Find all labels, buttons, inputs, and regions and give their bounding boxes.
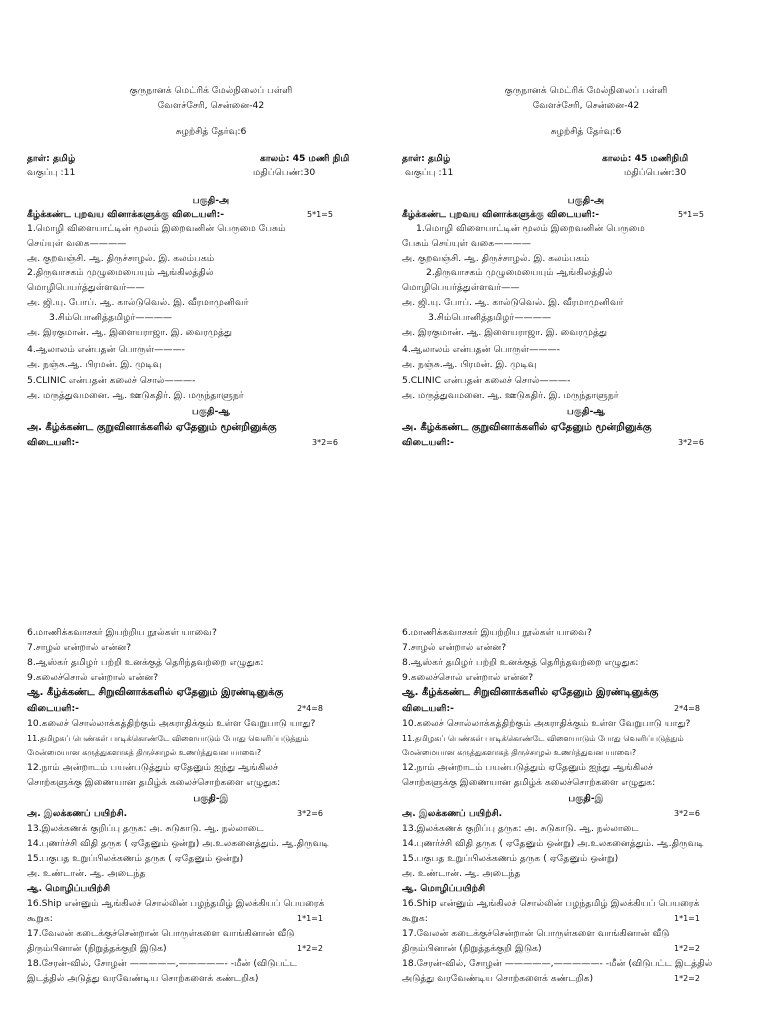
question-text: 12.நாம் அன்றாடம் பயன்படுத்தும் ஏதேனும் ஐந்து ஆங்கிலச் — [27, 762, 279, 773]
answer-options: அ. உண்டான். ஆ. அடைந்த — [402, 868, 521, 879]
section-instruction: விடையளி:- — [27, 703, 79, 714]
question-text: மேன்மையான கருத்துகளாகத் திருச்சாழல் உணர்த்துவன யாவை? — [402, 748, 637, 757]
exam-sheet-right — [402, 0, 768, 1024]
question-text: 6.மாணிக்கவாசகர் இயற்றிய நூல்கள் யாவை? — [27, 627, 217, 638]
school-name: குருநானக் மெட்ரிக் மேல்நிலைப் பள்ளி — [504, 85, 668, 96]
school-address: வேளச்சேரி, சென்னை-42 — [532, 100, 640, 111]
marks-allocation: 2*4=8 — [674, 704, 700, 713]
answer-options: அ. உண்டான். ஆ. அடைந்த — [27, 868, 146, 879]
marks-label: மதிப்பெண்:30 — [624, 167, 687, 178]
question-text: அடுத்து வரவேண்டிய சொற்களைக் கண்டறிக) — [402, 973, 594, 984]
question-text: 3.சிம்பொனித்தமிழர்———— — [49, 312, 173, 323]
question-text: 10.கலைச் சொல்லாக்கத்திற்கும் அகராதிக்கும் உள்ள வேறுபாடு யாது? — [27, 718, 316, 729]
time-label: காலம்: 45 மணிநிமி — [602, 153, 689, 164]
question-text: சொற்களுக்கு இணையான தமிழ்க் கலைச்சொற்களை எழுதுக: — [27, 777, 281, 788]
subsection-heading: அ. இலக்கணப் பயிற்சி. — [27, 808, 128, 819]
section-instruction: விடையளி:- — [402, 437, 454, 448]
question-text: 17.வேலன் கடைக்குச்சென்றான் பொருள்களை வாங்கினான் வீடு — [27, 928, 295, 939]
section-heading: பகுதி-இ — [193, 793, 229, 804]
school-name: குருநானக் மெட்ரிக் மேல்நிலைப் பள்ளி — [129, 85, 293, 96]
subsection-heading: ஆ. மொழிப்பயிற்சி — [27, 883, 111, 894]
section-instruction: ஆ. கீழ்க்கண்ட சிறுவினாக்களில் ஏதேனும் இரண்டினுக்கு — [402, 687, 659, 698]
paper-label: தாள்: தமிழ் — [27, 153, 76, 164]
marks-allocation: 1*1=1 — [297, 914, 323, 923]
time-label: காலம்: 45 மணி நிமி — [260, 153, 350, 164]
section-instruction: கீழ்க்கண்ட புறவய வினாக்களுக்கு விடையளி:- — [27, 209, 225, 220]
marks-allocation: 3*2=6 — [312, 438, 338, 447]
section-heading: பகுதி-இ — [568, 793, 604, 804]
question-text: 14.புணர்ச்சி விதி தருக ( ஏதேனும் ஒன்று) அ.உலகனைத்தும். ஆ.திருவடி — [402, 838, 704, 849]
question-text: 8.ஆஸ்கர் தமிழர் பற்றி உனக்குத் தெரிந்தவற்றை எழுதுக: — [402, 657, 639, 668]
question-text: 6.மாணிக்கவாசகர் இயற்றிய நூல்கள் யாவை? — [402, 627, 592, 638]
question-text: 7.சாழல் என்றால் என்ன? — [402, 642, 507, 653]
section-instruction: விடையளி:- — [402, 703, 454, 714]
exam-sheet-left — [27, 0, 395, 1024]
marks-allocation: 5*1=5 — [307, 210, 333, 219]
question-text: செய்யுள் வகை———— — [27, 238, 127, 249]
question-text: 15.பகுபத உறுப்பிலக்கணம் தருக ( ஏதேனும் ஒன்று) — [402, 853, 619, 864]
question-text: 11.தமிழகப் பெண்கள் பாடிக்கொண்டே விளையாடும் போது வெளிப்படுத்தும் — [402, 734, 684, 743]
question-text: 14.புணர்ச்சி விதி தருக ( ஏதேனும் ஒன்று) அ.உலகனைத்தும். ஆ.திருவடி — [27, 838, 329, 849]
answer-options: அ. ஜி.யு. போப். ஆ. கால்டுவெல். இ. வீரமாமுனிவர் — [402, 297, 624, 308]
answer-options: அ. குறவஞ்சி. ஆ. திருச்சாழல். இ. கலம்பகம் — [27, 253, 215, 264]
question-text: 5.CLINIC என்பதன் கலைச் சொல்———- — [27, 375, 196, 386]
marks-allocation: 1*1=1 — [674, 914, 700, 923]
question-text: 12.நாம் அன்றாடம் பயன்படுத்தும் ஏதேனும் ஐந்து ஆங்கிலச் — [402, 762, 654, 773]
question-text: 13.இலக்கணக் குறிப்பு தருக: அ. சுடுகாடு. ஆ. நல்லாடை — [27, 823, 264, 834]
question-text: 4.ஆலாலம் என்பதன் பொருள்———- — [402, 344, 560, 355]
question-text: மொழிபெயர்த்துள்ளவர்—— — [402, 282, 520, 293]
class-label: வகுப்பு :11 — [27, 167, 76, 178]
marks-allocation: 5*1=5 — [678, 210, 704, 219]
question-text: 13.இலக்கணக் குறிப்பு தருக: அ. சுடுகாடு. ஆ. நல்லாடை — [402, 823, 639, 834]
answer-options: அ. இரகுமான். ஆ. இளையராஜா. இ. வைரமுத்து — [27, 327, 233, 338]
section-heading: பகுதி-ஆ — [192, 406, 230, 417]
question-text: திரும்பினான் (நிறுத்தக்குறி இடுக) — [27, 943, 167, 954]
question-text: 9.கலைச்சொல் என்றால் என்ன? — [402, 672, 534, 683]
question-text: 16.Ship என்னும் ஆங்கிலச் சொல்லின் பழந்தமிழ் இலக்கியப் பெயரைக் — [27, 898, 325, 909]
marks-allocation: 1*2=2 — [297, 944, 323, 953]
marks-allocation: 3*2=6 — [678, 438, 704, 447]
marks-allocation: 1*2=2 — [674, 974, 700, 983]
question-text: 1.மொழி விளையாட்டின் மூலம் இறைவனின் பெருமை பேசும் — [27, 223, 286, 234]
question-text: கூறுக: — [402, 913, 428, 924]
question-text: 1.மொழி விளையாட்டின் மூலம் இறைவனின் பெருமை — [416, 223, 645, 234]
question-text: 3.சிம்பொனித்தமிழர்———— — [428, 312, 552, 323]
question-text: 8.ஆஸ்கர் தமிழர் பற்றி உனக்குத் தெரிந்தவற்றை எழுதுக: — [27, 657, 264, 668]
marks-allocation: 3*2=6 — [297, 809, 323, 818]
question-text: பேசும் செய்யுள் வகை———— — [402, 238, 531, 249]
question-text: இடத்தில் அடுத்து வரவேண்டிய சொற்களைக் கண்டறிக) — [27, 973, 259, 984]
section-instruction: அ. கீழ்க்கண்ட குறுவினாக்களில் ஏதேனும் மூன்றினுக்கு — [27, 422, 277, 433]
section-instruction: அ. கீழ்க்கண்ட குறுவினாக்களில் ஏதேனும் மூன்றினுக்கு — [402, 422, 652, 433]
question-text: கூறுக: — [27, 913, 53, 924]
answer-options: அ. குறவஞ்சி. ஆ. திருச்சாழல். இ. கலம்பகம் — [402, 253, 590, 264]
question-text: சொற்களுக்கு இணையான தமிழ்க் கலைச்சொற்களை எழுதுக: — [402, 777, 656, 788]
question-text: மேன்மையான கருத்துகளாகத் திருச்சாழல் உணர்த்துவன யாவை? — [27, 748, 262, 757]
question-text: 9.கலைச்சொல் என்றால் என்ன? — [27, 672, 159, 683]
section-instruction: ஆ. கீழ்க்கண்ட சிறுவினாக்களில் ஏதேனும் இரண்டினுக்கு — [27, 687, 284, 698]
section-heading: பகுதி-ஆ — [567, 406, 605, 417]
question-text: 11.தமிழகப் பெண்கள் பாடிக்கொண்டே விளையாடும் போது வெளிப்படுத்தும் — [27, 734, 309, 743]
section-heading: பகுதி-அ — [192, 195, 230, 206]
exam-title: சுழற்சித் தேர்வு:6 — [175, 126, 247, 137]
question-text: 5.CLINIC என்பதன் கலைச் சொல்———- — [402, 375, 571, 386]
answer-options: அ. இரகுமான். ஆ. இளையராஜா. இ. வைரமுத்து — [402, 327, 608, 338]
school-address: வேளச்சேரி, சென்னை-42 — [157, 100, 265, 111]
section-instruction: விடையளி:- — [27, 437, 79, 448]
class-label: வகுப்பு :11 — [405, 167, 454, 178]
marks-allocation: 2*4=8 — [297, 704, 323, 713]
question-text: 2.திருவாசகம் முழுமையையும் ஆங்கிலத்தில் — [27, 267, 214, 278]
answer-options: அ. நஞ்சு.ஆ. பிரமன். இ. முடிவு — [27, 359, 162, 370]
section-instruction: கீழ்க்கண்ட புறவய வினாக்களுக்கு விடையளி:- — [402, 209, 600, 220]
answer-options: அ. ஜி.யு. போப். ஆ. கால்டுவெல். இ. வீரமாமுனிவர் — [27, 297, 249, 308]
answer-options: அ. நஞ்சு.ஆ. பிரமன். இ. முடிவு — [402, 359, 537, 370]
subsection-heading: ஆ. மொழிப்பயிற்சி — [402, 883, 486, 894]
question-text: திரும்பினான் (நிறுத்தக்குறி இடுக) — [402, 943, 542, 954]
subsection-heading: அ. இலக்கணப் பயிற்சி. — [402, 808, 503, 819]
question-text: 7.சாழல் என்றால் என்ன? — [27, 642, 132, 653]
marks-allocation: 3*2=6 — [674, 809, 700, 818]
question-text: 17.வேலன் கடைக்குச்சென்றான் பொருள்களை வாங்கினான் வீடு — [402, 928, 670, 939]
question-text: 4.ஆலாலம் என்பதன் பொருள்———- — [27, 344, 185, 355]
paper-label: தாள்: தமிழ் — [402, 153, 451, 164]
marks-allocation: 1*2=2 — [674, 944, 700, 953]
answer-options: அ. மருத்துவமனை. ஆ. ஊடுகதிர். இ. மருந்தாளுநர் — [402, 390, 619, 401]
question-text: 16.Ship என்னும் ஆங்கிலச் சொல்லின் பழந்தமிழ் இலக்கியப் பெயரைக் — [402, 898, 700, 909]
question-text: 18.சேரன்-வில், சோழன் —————,—————- -மீன் (விடுபட்ட — [27, 958, 298, 969]
answer-options: அ. மருத்துவமனை. ஆ. ஊடுகதிர். இ. மருந்தாளுநர் — [27, 390, 244, 401]
exam-title: சுழற்சித் தேர்வு:6 — [550, 126, 622, 137]
question-text: 18.சேரன்-வில், சோழன் —————,—————- -மீன் (விடுபட்ட இடத்தில் — [402, 958, 713, 969]
question-text: மொழிபெயர்த்துள்ளவர்—— — [27, 282, 145, 293]
question-text: 10.கலைச் சொல்லாக்கத்திற்கும் அகராதிக்கும் உள்ள வேறுபாடு யாது? — [402, 718, 691, 729]
section-heading: பகுதி-அ — [567, 195, 605, 206]
question-text: 15.பகுபத உறுப்பிலக்கணம் தருக ( ஏதேனும் ஒன்று) — [27, 853, 244, 864]
question-text: 2.திருவாசகம் முழுமையையும் ஆங்கிலத்தில் — [426, 267, 613, 278]
marks-label: மதிப்பெண்:30 — [253, 167, 316, 178]
